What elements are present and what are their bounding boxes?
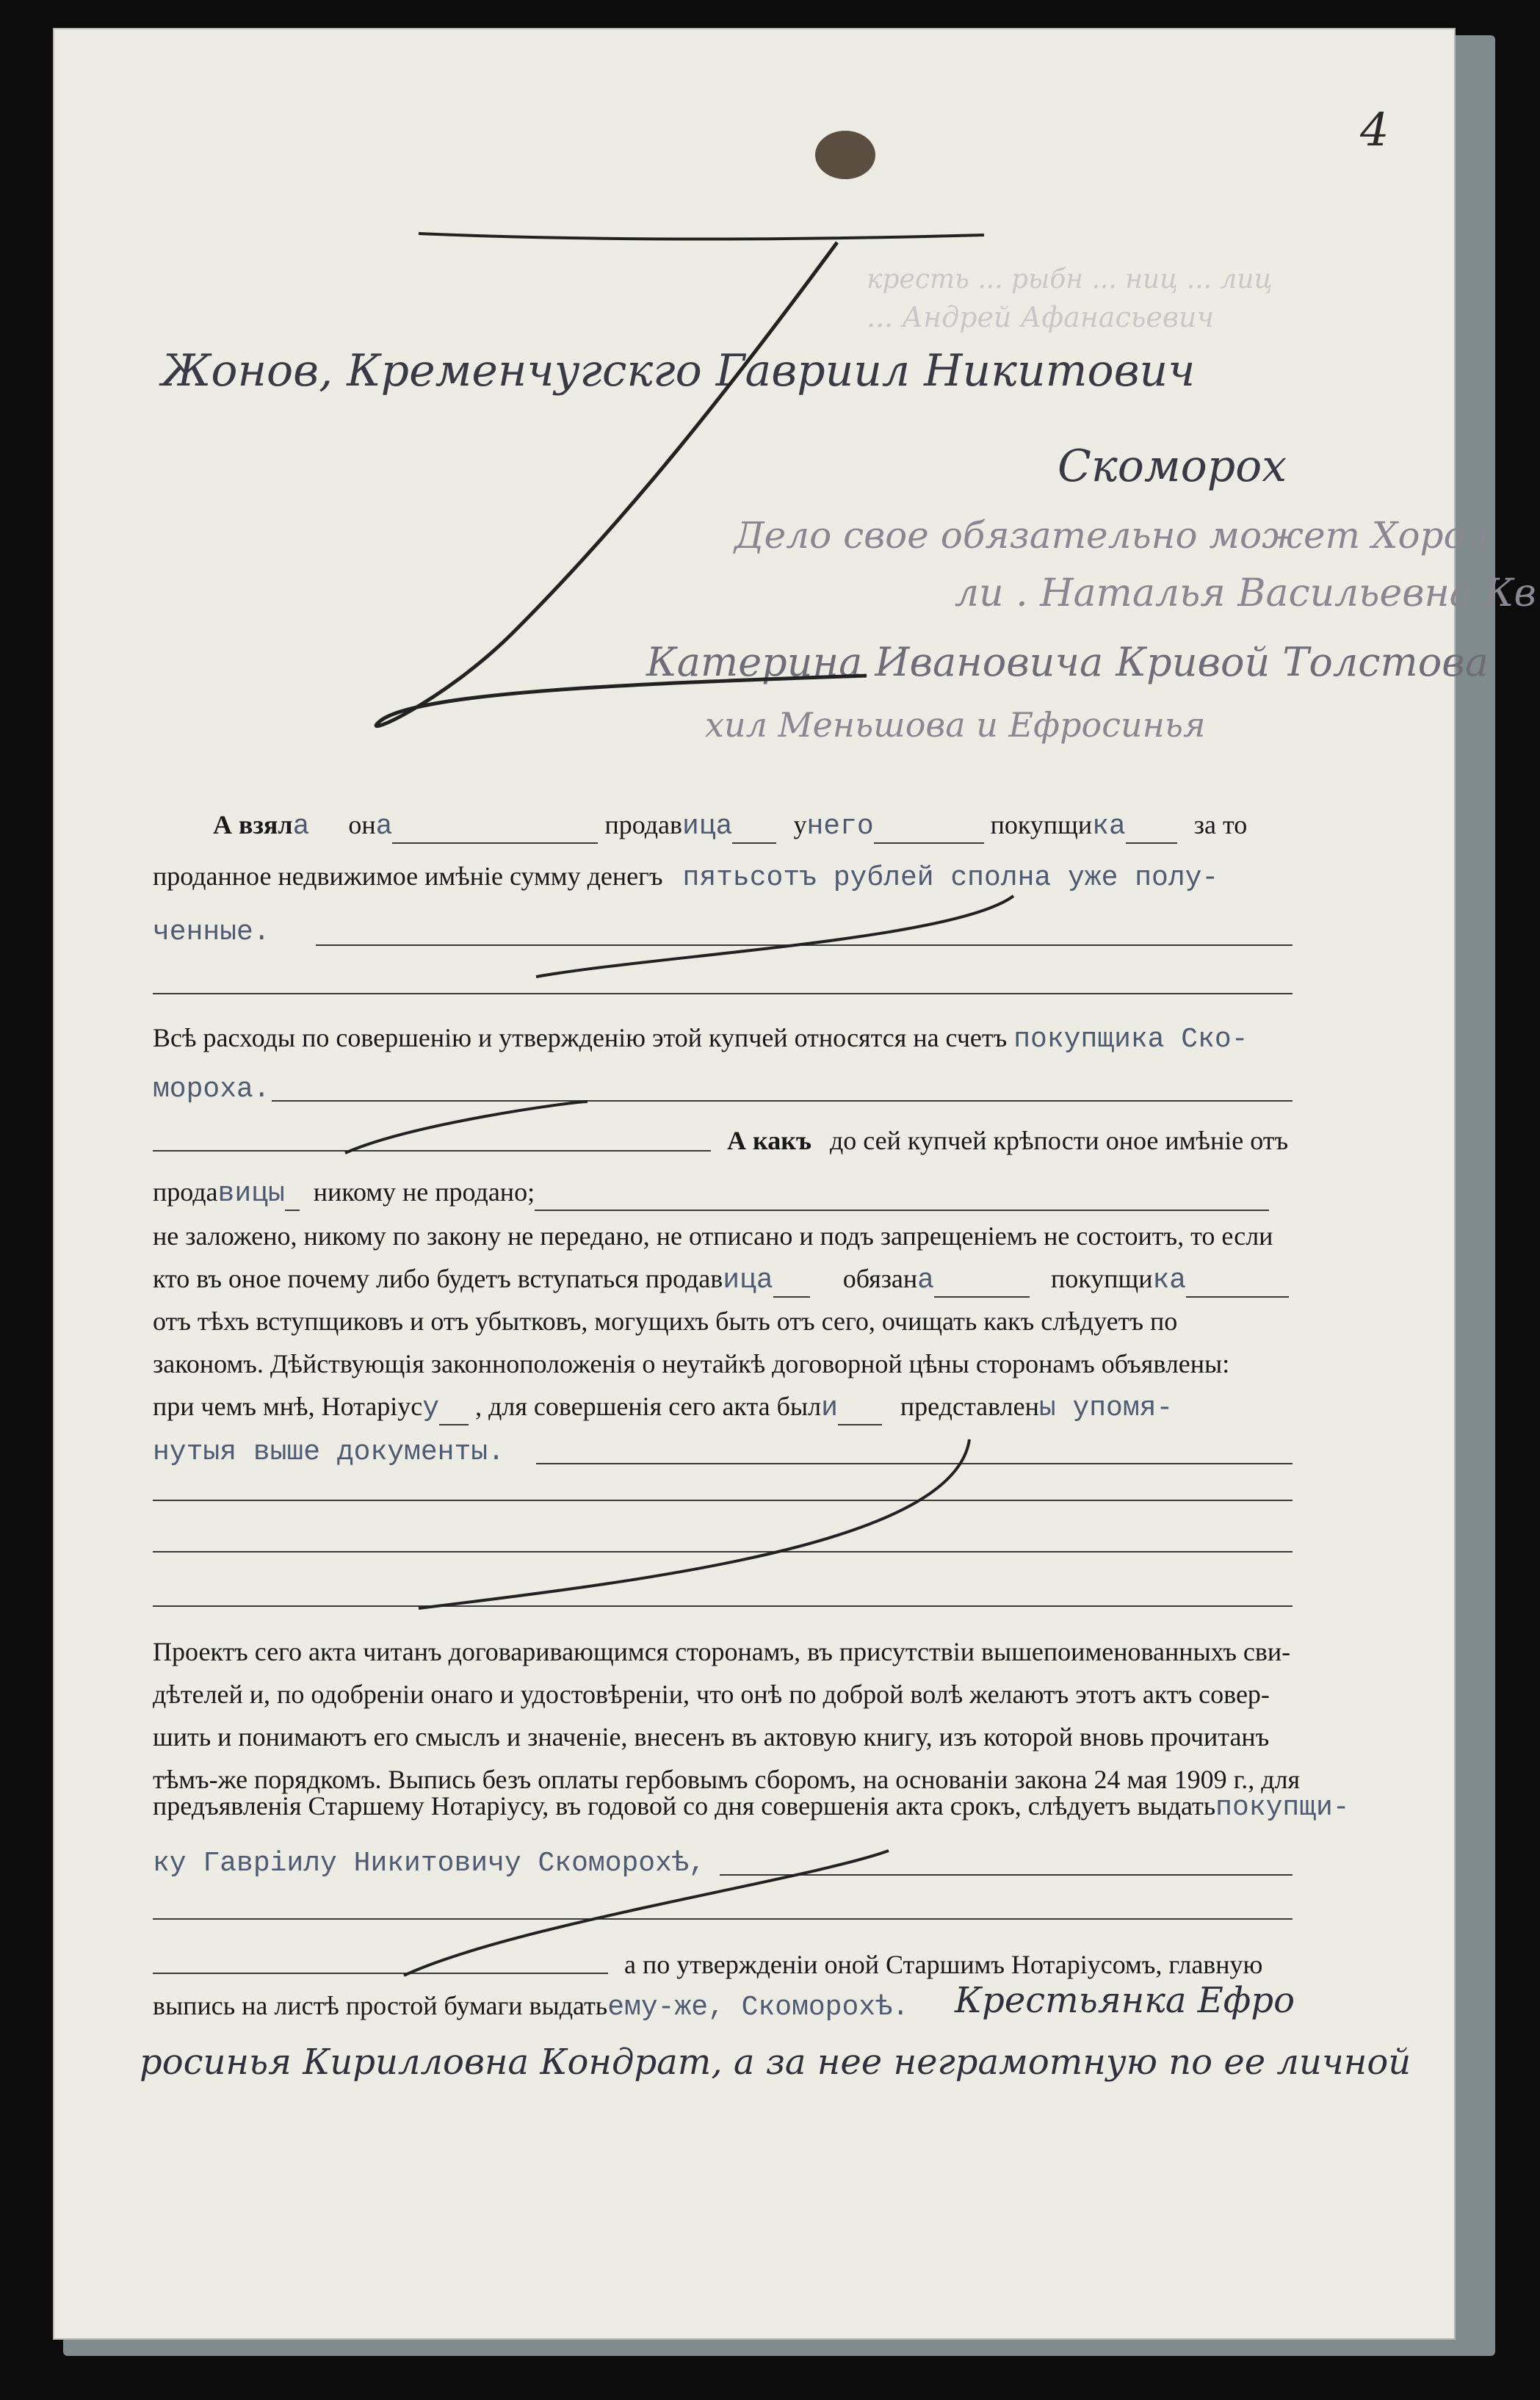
handwriting-line-2: Скоморох	[1058, 441, 1287, 492]
reading-line-8: выпись на листѣ простой бумаги выдатьему-же, Скоморохѣ.	[153, 1991, 909, 2023]
faded-handwriting-4: ли . Наталья Васильевна Кв	[955, 571, 1536, 615]
reading-line-5: предъявленія Старшему Нотаріусу, въ годовой со дня совершенія акта срокъ, слѣдуетъ выдатьпокупщи-	[153, 1791, 1350, 1824]
blank-rule	[536, 1463, 1293, 1464]
faint-handwriting-1: кресть ... рыбн ... ниц ... лиц	[867, 264, 1273, 294]
signature-line-2: росинья Кирилловна Кондрат, а за нее неграмотную по ее личной	[140, 2042, 1411, 2083]
blank-rule	[153, 1150, 711, 1152]
folio-number: 4	[1360, 103, 1389, 156]
payment-line-3: ченные.	[153, 917, 270, 948]
blank-rule	[153, 1500, 1293, 1501]
blank-rule	[153, 1551, 1293, 1553]
signature-line-1: Крестьянка Ефро	[955, 1980, 1295, 2021]
blank-rule	[272, 1100, 1293, 1102]
warranty-line-4: кто въ оное почему либо будетъ вступаться продавица обязана покупщика	[153, 1262, 1289, 1295]
handwriting-line-1: Жонов, Кременчугскго Гавриил Никитович	[162, 345, 1196, 397]
warranty-line-8: нутыя выше документы.	[153, 1436, 505, 1468]
reading-line-7: а по утвержденіи оной Старшимъ Нотаріусомъ, главную	[624, 1950, 1263, 1979]
payment-line-2: проданное недвижимое имѣніе сумму денегъ пятьсотъ рублей сполна уже полу-	[153, 861, 1219, 894]
reading-line-6: ку Гавріилу Никитовичу Скоморохѣ,	[153, 1848, 706, 1879]
payment-line-1: А взяла она продавица унего покупщика за то	[213, 810, 1248, 842]
warranty-line-1: А какъ до сей купчей крѣпости оное имѣніе отъ	[727, 1126, 1289, 1155]
faint-handwriting-2: ... Андрей Афанасьевич	[867, 301, 1215, 333]
warranty-line-5: отъ тѣхъ вступщиковъ и отъ убытковъ, могущихъ быть отъ сего, очищать какъ слѣдуетъ по	[153, 1306, 1178, 1336]
blank-rule	[153, 993, 1293, 994]
punch-hole	[815, 131, 875, 179]
blank-rule	[153, 1973, 608, 1974]
warranty-line-6: закономъ. Дѣйствующія законноположенія о неутайкѣ договорной цѣны сторонамъ объявлены:	[153, 1349, 1230, 1378]
blank-rule	[720, 1874, 1293, 1876]
reading-line-1: Проектъ сего акта читанъ договаривающимся сторонамъ, въ присутствіи вышепоименованныхъ сви-	[153, 1637, 1291, 1666]
reading-line-4: тѣмъ-же порядкомъ. Выпись безъ оплаты гербовымъ сборомъ, на основаніи закона 24 мая 1909 г., для	[153, 1765, 1301, 1794]
blank-rule	[153, 1605, 1293, 1607]
warranty-line-3: не заложено, никому по закону не передано, не отписано и подъ запрещеніемъ не состоитъ, то если	[153, 1221, 1273, 1251]
reading-line-3: шить и понимаютъ его смыслъ и значеніе, внесенъ въ актовую книгу, изъ которой вновь прочитанъ	[153, 1722, 1270, 1752]
blank-rule	[153, 1918, 1293, 1920]
expenses-line-1: Всѣ расходы по совершенію и утвержденію этой купчей относятся на счетъ покупщика Ско-	[153, 1023, 1248, 1055]
warranty-line-2: продавицы никому не продано;	[153, 1175, 1269, 1209]
expenses-line-2: мороха.	[153, 1074, 270, 1105]
faded-handwriting-5: Катерина Ивановича Кривой Толстова	[646, 639, 1489, 685]
blank-rule	[316, 944, 1293, 946]
warranty-line-7: при чемъ мнѣ, Нотаріусу , для совершенія сего акта были представлены упомя-	[153, 1392, 1174, 1424]
faded-handwriting-6: хил Меньшова и Ефросинья	[705, 705, 1206, 745]
reading-line-2: дѣтелей и, по одобреніи онаго и удостовѣреніи, что онѣ по доброй волѣ желаютъ этотъ актъ совер-	[153, 1680, 1270, 1709]
faded-handwriting-3: Дело свое обязательно может Хорол	[734, 514, 1489, 557]
